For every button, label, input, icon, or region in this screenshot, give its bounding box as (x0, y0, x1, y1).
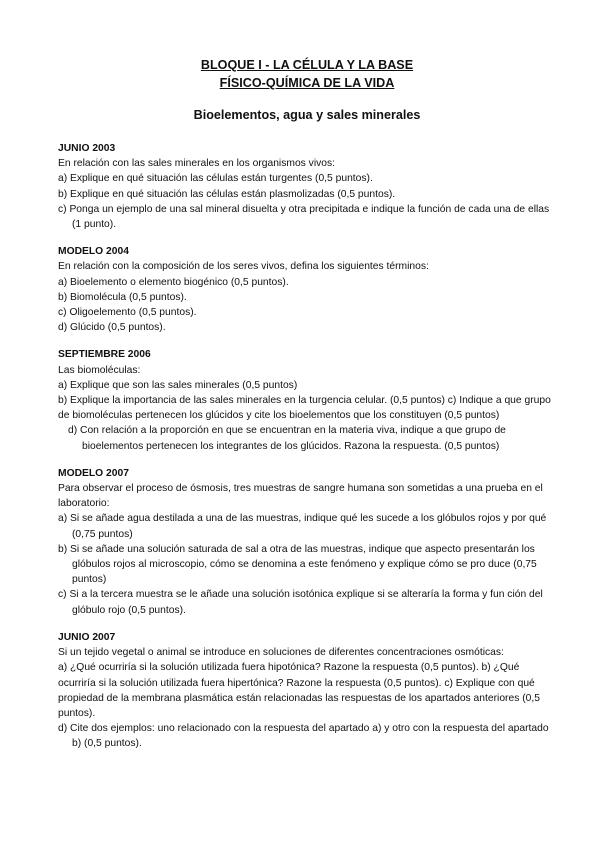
section-intro: En relación con las sales minerales en los organismos vivos: (58, 158, 336, 170)
question-item: a) Bioelemento o elemento biogénico (0,5 puntos). (58, 276, 289, 288)
section-junio-2007 (58, 630, 556, 752)
section-title: JUNIO 2007 (58, 631, 116, 643)
question-item: b) Explique la importancia de las sales minerales en la turgencia celular. (0,5 puntos) c) Indique a que grupo de biomoléculas pertenecen los glúcidos y cite los bioelementos que los constituyen (0,5 puntos) (58, 395, 551, 422)
question-item: a) Explique en qué situación las células están turgentes (0,5 puntos). (58, 173, 373, 185)
question-item: b) Biomolécula (0,5 puntos). (58, 291, 187, 303)
question-item: d) Con relación a la proporción en que se encuentran en la materia viva, indique a que grupo de bioelementos pertenecen los integrantes de los glúcidos. Razona la respuesta. (0,5 puntos) (68, 425, 506, 452)
question-item: b) Explique en qué situación las células están plasmolizadas (0,5 puntos). (58, 188, 396, 200)
section-modelo-2004 (58, 244, 556, 335)
question-item: d) Glúcido (0,5 puntos). (58, 322, 166, 334)
section-title: MODELO 2007 (58, 467, 129, 479)
question-item: b) Si se añade una solución saturada de sal a otra de las muestras, indique que aspecto presentarán los glóbulos rojos al microscopio, cómo se denomina a este fenómeno y explique cómo se pro duce (0,75 puntos) (58, 543, 537, 586)
section-title: JUNIO 2003 (58, 143, 116, 154)
section-modelo-2007 (58, 466, 556, 618)
question-item: a) Explique que son las sales minerales (0,5 puntos) (58, 379, 298, 391)
section-title: MODELO 2004 (58, 246, 129, 258)
section-intro: Para observar el proceso de ósmosis, tres muestras de sangre humana son sometidas a una prueba en el laboratorio: (58, 483, 543, 510)
question-item: a) Si se añade agua destilada a una de las muestras, indique qué les sucede a los glóbulos rojos y por qué (0,75 puntos) (58, 513, 547, 540)
question-item: a) ¿Qué ocurriría si la solución utilizada fuera hipotónica? Razone la respuesta (0,5 puntos). b) ¿Qué ocurriría si la solución utilizada fuera hipertónica? Razone la respuesta (0,5 puntos). c) Explique con qué propiedad de la membrana plasmática están relacionadas las respuestas de los apartados anteriores (0,5 puntos). (58, 662, 540, 719)
section-intro: Si un tejido vegetal o animal se introduce en soluciones de diferentes concentraciones osmóticas: (58, 647, 504, 659)
title-line-2: FÍSICO-QUÍMICA DE LA VIDA (219, 76, 395, 90)
section-intro: Las biomoléculas: (58, 364, 141, 376)
question-item: c) Oligoelemento (0,5 puntos). (58, 307, 197, 319)
title-line-1: BLOQUE I - LA CÉLULA Y LA BASE (200, 58, 414, 72)
section-septiembre-2006 (58, 347, 556, 453)
section-title: SEPTIEMBRE 2006 (58, 349, 151, 361)
section-junio-2003 (58, 141, 556, 232)
subtitle: Bioelementos, agua y sales minerales (193, 108, 421, 122)
question-item: c) Ponga un ejemplo de una sal mineral disuelta y otra precipitada e indique la función de cada una de ellas (1 punto). (58, 203, 550, 231)
question-item: d) Cite dos ejemplos: uno relacionado con la respuesta del apartado a) y otro con la respuesta del apartado b) (0,5 puntos). (58, 723, 549, 750)
question-item: c) Si a la tercera muestra se le añade una solución isotónica explique si se alteraría la forma y fun ción del glóbulo rojo (0,5 puntos). (58, 589, 543, 616)
section-intro: En relación con la composición de los seres vivos, defina los siguientes términos: (58, 261, 429, 273)
